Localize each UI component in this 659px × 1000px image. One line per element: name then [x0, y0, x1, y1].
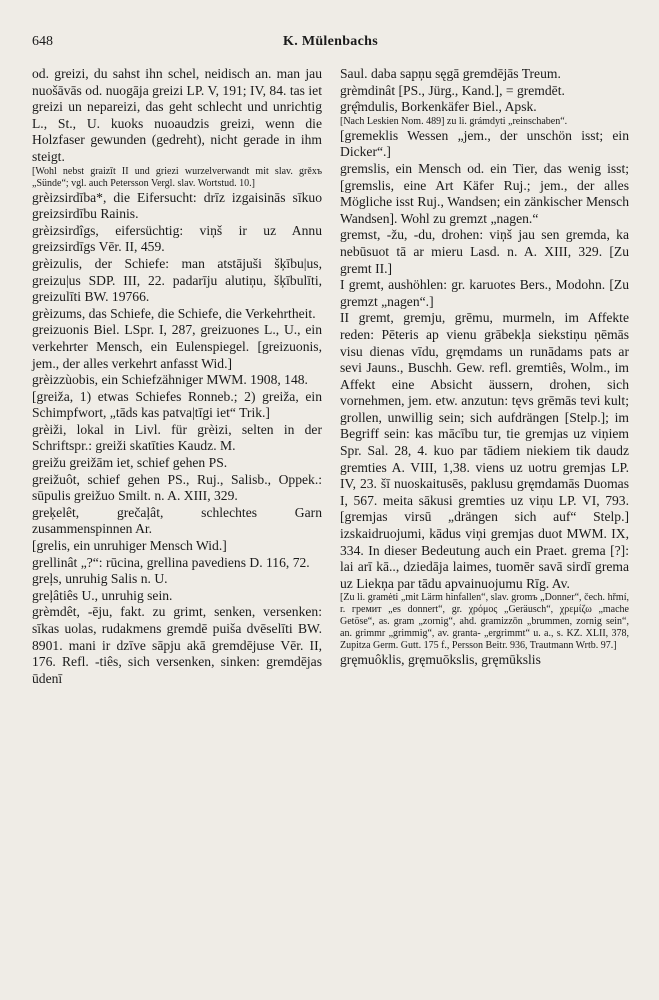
dictionary-entry: gręmuôklis, gręmuōkslis, gręmūkslis: [340, 652, 541, 668]
page-header: [32, 34, 629, 56]
dictionary-entry: gremslis, ein Mensch od. ein Tier, das wenig isst; [gremslis, eine Art Käfer Ruj.; jem., der alles Mögliche isst Ruj., Wandsen; ein zänkischer Mensch Wandsen]. Wohl zu gremzt „nagen.“: [340, 160, 629, 226]
dictionary-entry: II gremt, gremju, grēmu, murmeln, im Affekte reden: Pēteris ap vienu grābekļa siekstiņu ņēmās visu dienas vīdu, gręmdams un runādams pats ar sevi Jauns., Buschh. Gew. refl. gremtiês, Wolm., im Affekt eine Absicht äussern, drohen, sich vornehmen, jem. etw. anzutun: tęvs grēmās tevi kult; grollen, unwillig sein; sich aufdrängen [Stelp.]; im Begriff sein: kas mācību tur, tie gremjas uz viņiem Spr. Sal. 28, 4. kuo par tādiem niekiem tik daudz gremties A. VIII, 1,38. viens uz uotru gremjas LP. IV, 23. šī nuoskaitusēs, paklusu gręmdamās Duomas I, 567. meita sākusi gremties uz viņu LP. VI, 793. [gremjas virsū „drängen sich auf“ Stelp.] izskaidruojumi, kādus viņi gremjas duot MWM. IX, 334. In dieser Bedeutung auch ein Praet. grema [?]: lai arī kā.., dziedāja laimes, tuomēr savā sirdī grema uz Liekņa par tādu apvainuojumu Rīg. Av.: [340, 310, 629, 591]
dictionary-entry: I gremt, aushöhlen: gr. karuotes Bers., Modohn. [Zu gremzt „nagen“.]: [340, 277, 629, 309]
dictionary-entry: greižu greižām iet, schief gehen PS.: [32, 455, 228, 471]
dictionary-entry: greizuonis Biel. LSpr. I, 287, greizuones L., U., ein verkehrter Mensch, ein Eulenspiegel. [greizuonis, jem., der alles verkehrt anfasst Wid.]: [32, 322, 322, 371]
dictionary-entry: greķelêt, grečaļât, schlechtes Garn zusammenspinnen Ar.: [32, 504, 322, 537]
dictionary-entry: [greiža, 1) etwas Schiefes Ronneb.; 2) greiža, ein Schimpfwort, „tāds kas patva|tīgi iet“ Trik.]: [32, 388, 322, 421]
dictionary-entry: grèizsirdîgs, eifersüchtig: viņš ir uz Annu greizsirdīgs Vēr. II, 459.: [32, 222, 322, 255]
dictionary-entry: greļs, unruhig Salis n. U.: [32, 571, 168, 587]
dictionary-entry: [gremeklis Wessen „jem., der unschön isst; ein Dicker“.]: [340, 127, 629, 160]
running-head-author: K. Mülenbachs: [283, 34, 378, 49]
dictionary-entry: grèmdêt, -ēju, fakt. zu grimt, senken, versenken: sīkas uolas, rudakmens gremdē puiša dvēselīti BW. 8901. mani ir dzīve sāpju akā gremdējuse Vēr. II, 176. Refl. -tiês, sich versenken, sinken: gremdējas ūdenī: [32, 604, 322, 686]
dictionary-entry: [Wohl nebst graizīt II und griezi wurzelverwandt mit slav. grěxъ „Sünde“; vgl. auch Petersson Vergl. slav. Wortstud. 10.]: [32, 165, 322, 189]
dictionary-entry: greļâtiês U., unruhig sein.: [32, 587, 173, 603]
dictionary-entry: [Zu li. gramėti „mit Lärm hinfallen“, slav. gromъ „Donner“, čech. hřmí, r. гремит „es donnert“, gr. χρόμος „Geräusch“, χρεμίζω „mache Getöse“, as. gram „zornig“, ahd. gramizzōn „brummen, zornig sein“, an. grimmr „grimmig“, av. granta- „ergrimmt“ u. a., s. KZ. XLII, 378, Zupitza Germ. Gutt. 175 f., Persson Beitr. 936, Trautmann Wrtb. 97.]: [340, 592, 629, 652]
dictionary-entry: grę̂mdulis, Borkenkäfer Biel., Apsk.: [340, 99, 537, 115]
dictionary-entry: [Nach Leskien Nom. 489] zu li. grámdyti „reinschaben“.: [340, 115, 568, 127]
right-column: [340, 66, 629, 669]
page-number: 648: [32, 34, 53, 49]
dictionary-entry: grèizzùobis, ein Schiefzähniger MWM. 1908, 148.: [32, 372, 308, 388]
left-column: [32, 66, 322, 687]
dictionary-entry: grèizsirdība*, die Eifersucht: drīz izgaisinās sīkuo greizsirdību Rainis.: [32, 189, 322, 222]
dictionary-entry: grèizums, das Schiefe, die Schiefe, die Verkehrtheit.: [32, 305, 316, 321]
dictionary-entry: greižuôt, schief gehen PS., Ruj., Salisb., Oppek.: sūpulis greižuo Smilt. n. A. XIII, 329.: [32, 471, 322, 504]
dictionary-entry: grellinât „?“: rūcina, grellina pavediens D. 116, 72.: [32, 554, 310, 570]
dictionary-entry: gremst, -žu, -du, drohen: viņš jau sen gremda, ka nebūsuot tā ar mieru Lasd. n. A. XIII, 329. [Zu gremt II.]: [340, 227, 629, 276]
dictionary-entry: [grelis, ein unruhiger Mensch Wid.]: [32, 538, 227, 554]
dictionary-entry: Saul. daba sapņu sęgā gremdējās Treum.: [340, 66, 561, 81]
dictionary-entry: od. greizi, du sahst ihn schel, neidisch an. man jau nuošāvās od. nuogāja greizi LP. V, 191; IV, 84. tas iet greizi un nepareizi, das geht schlecht und unrichtig L., St., U. kuoks nuoaudzis greizi, wenn die Holzfaser gewunden (gedreht), nicht gerade in ihm steigt.: [32, 66, 322, 164]
dictionary-entry: grèiži, lokal in Livl. für grèizi, selten in der Schriftspr.: greiži skatīties Kaudz. M.: [32, 421, 322, 454]
dictionary-entry: grèizulis, der Schiefe: man atstājuši šķību|us, greizu|us SDP. III, 22. padarīju alutiņu, šķībulīti, greizulīti BW. 19766.: [32, 255, 322, 305]
dictionary-entry: grèmdinât [PS., Jürg., Kand.], = gremdēt.: [340, 82, 565, 98]
